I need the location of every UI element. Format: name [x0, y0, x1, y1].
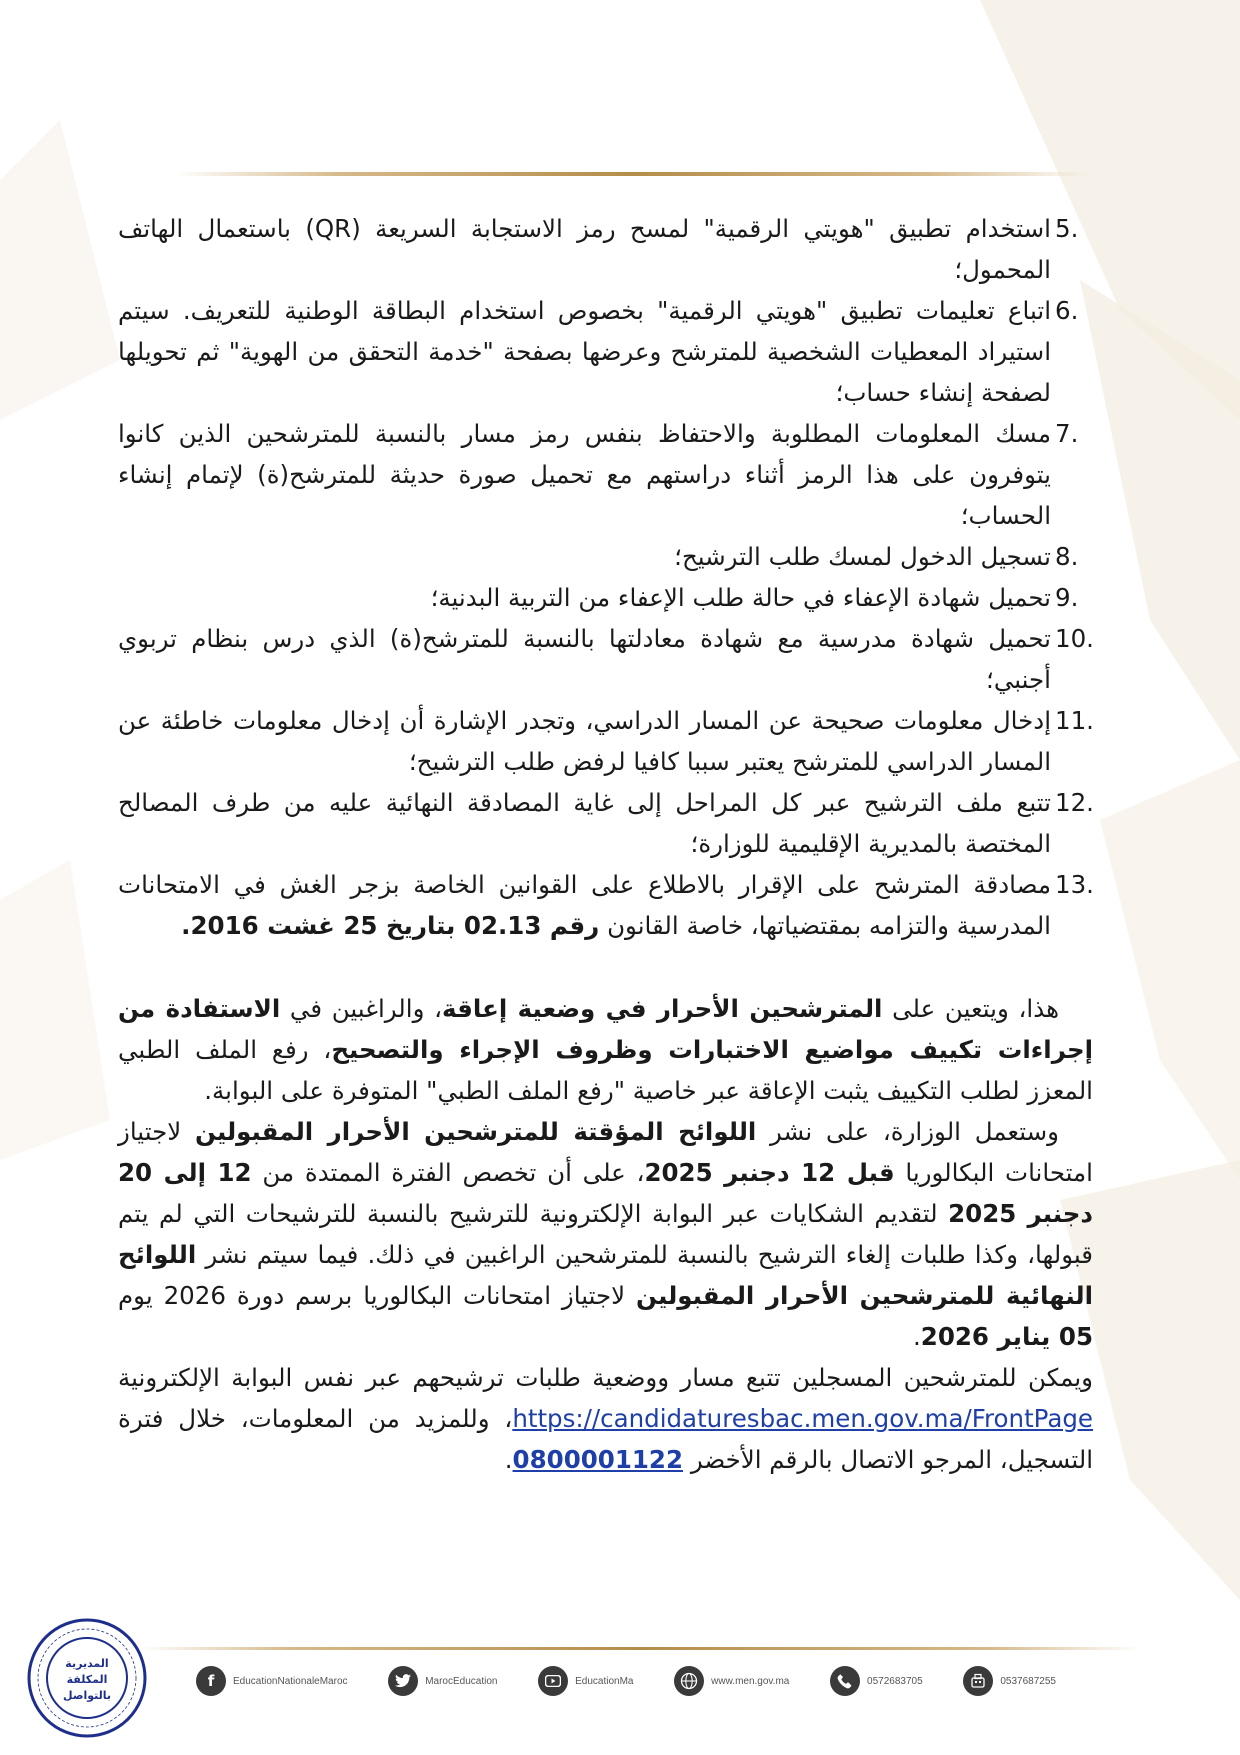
- fax-icon: [963, 1666, 993, 1696]
- spacer: [118, 946, 1093, 988]
- facebook-icon: f: [196, 1666, 226, 1696]
- paragraph-tracking: ويمكن للمترشحين المسجلين تتبع مسار ووضعية طلبات ترشيحهم عبر نفس البوابة الإلكترونية https://candidaturesbac.men.gov.ma/FrontPage، وللمزيد من المعلومات، خلال فترة التسجيل، المرجو الاتصال بالرقم الأخضر 0800001122.: [118, 1363, 1093, 1474]
- list-item: 8. تسجيل الدخول لمسك طلب الترشيح؛: [674, 542, 1079, 571]
- footer-facebook[interactable]: f EducationNationaleMaroc: [196, 1666, 348, 1696]
- top-gold-rule: [175, 172, 1090, 176]
- paragraph-disability: هذا، ويتعين على المترشحين الأحرار في وضعية إعاقة، والراغبين في الاستفادة من إجراءات تكييف مواضيع الاختبارات وظروف الإجراء والتصحيح، رفع الملف الطبي المعزز لطلب التكييف يثبت الإعاقة عبر خاصية "رفع الملف الطبي" المتوفرة على البوابة.: [118, 994, 1094, 1105]
- bottom-gold-rule: [140, 1647, 1140, 1650]
- list-item: 13. مصادقة المترشح على الإقرار بالاطلاع على القوانين الخاصة بزجر الغش في الامتحانات المدرسية والتزامه بمقتضياتها، خاصة القانون رقم 02.13 بتاريخ 25 غشت 2016.: [118, 870, 1094, 940]
- globe-icon: [674, 1666, 704, 1696]
- footer-fax[interactable]: 0537687255: [963, 1666, 1056, 1696]
- footer-youtube[interactable]: EducationMa: [538, 1666, 633, 1696]
- svg-text:المكلفة: المكلفة: [66, 1673, 108, 1686]
- list-item: 10. تحميل شهادة مدرسية مع شهادة معادلتها بالنسبة للمترشح(ة) الذي درس بنظام تربوي أجنبي؛: [118, 624, 1094, 694]
- footer-phone[interactable]: 0572683705: [830, 1666, 923, 1696]
- green-number-link[interactable]: 0800001122: [512, 1445, 684, 1474]
- list-item: 7. مسك المعلومات المطلوبة والاحتفاظ بنفس رمز مسار بالنسبة للمترشحين الذين كانوا يتوفرون على هذا الرمز أثناء دراستهم مع تحميل صورة حديثة للمترشح(ة) لإتمام إنشاء الحساب؛: [118, 419, 1079, 530]
- ministry-seal: [26, 1617, 148, 1739]
- portal-link[interactable]: https://candidaturesbac.men.gov.ma/FrontPage: [512, 1404, 1093, 1433]
- footer-contacts: [196, 1663, 1056, 1699]
- phone-icon: [830, 1666, 860, 1696]
- footer-twitter[interactable]: MarocEducation: [388, 1666, 497, 1696]
- list-item: 5. استخدام تطبيق "هويتي الرقمية" لمسح رمز الاستجابة السريعة (QR) باستعمال الهاتف المحمول؛: [118, 214, 1079, 284]
- list-item: 12. تتبع ملف الترشيح عبر كل المراحل إلى غاية المصادقة النهائية عليه من طرف المصالح المختصة بالمديرية الإقليمية للوزارة؛: [118, 788, 1094, 858]
- paragraph-lists-publication: وستعمل الوزارة، على نشر اللوائح المؤقتة للمترشحين الأحرار المقبولين لاجتياز امتحانات البكالوريا قبل 12 دجنبر 2025، على أن تخصص الفترة الممتدة من 12 إلى 20 دجنبر 2025 لتقديم الشكايات عبر البوابة الإلكترونية للترشيح بالنسبة للترشيحات التي لم يتم قبولها، وكذا طلبات إلغاء الترشيح بالنسبة للمترشحين الراغبين في ذلك. فيما سيتم نشر اللوائح النهائية للمترشحين الأحرار المقبولين لاجتياز امتحانات البكالوريا برسم دورة 2026 يوم 05 يناير 2026.: [118, 1117, 1093, 1351]
- steps-list: [118, 208, 1093, 946]
- list-item: 9. تحميل شهادة الإعفاء في حالة طلب الإعفاء من التربية البدنية؛: [430, 583, 1079, 612]
- list-item: 11. إدخال معلومات صحيحة عن المسار الدراسي، وتجدر الإشارة أن إدخال معلومات خاطئة عن المسار الدراسي للمترشح يعتبر سببا كافيا لرفض طلب الترشيح؛: [118, 706, 1094, 776]
- twitter-icon: [388, 1666, 418, 1696]
- youtube-icon: [538, 1666, 568, 1696]
- document-body: [118, 208, 1093, 1480]
- footer-website[interactable]: www.men.gov.ma: [674, 1666, 789, 1696]
- svg-text:المديرية: المديرية: [65, 1657, 109, 1670]
- list-item: 6. اتباع تعليمات تطبيق "هويتي الرقمية" بخصوص استخدام البطاقة الوطنية للتعريف. سيتم استيراد المعطيات الشخصية للمترشح وعرضها بصفحة "خدمة التحقق من الهوية" ثم تحويلها لصفحة إنشاء حساب؛: [118, 296, 1079, 407]
- svg-text:بالتواصل: بالتواصل: [63, 1689, 111, 1702]
